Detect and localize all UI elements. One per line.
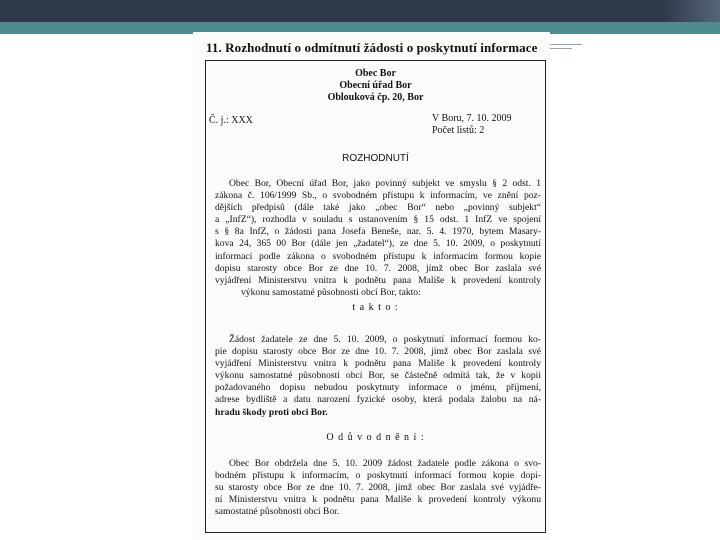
- text-line: zákona č. 106/1999 Sb., o svobodném přístupu k informacím, ve znění poz-: [215, 190, 541, 202]
- office-name: Obec Bor: [355, 68, 396, 79]
- text-line: výkonu samostatné působnosti obcí Bor, se částečně odmítá tak, že v kopii: [215, 370, 541, 382]
- text-line: bodném přístupu k informacím, o poskytnutí informací formou kopie dopi-: [215, 470, 541, 482]
- text-line: dějších předpisů (dále také jako „obec Bor“ nebo „povinný subjekt“: [215, 202, 541, 214]
- text-line: a „InfZ“), rozhodla v souladu s ustanovením § 15 odst. 1 InfZ ve spojení: [215, 214, 541, 226]
- justification-paragraph: [215, 458, 541, 518]
- justification-heading: O d ů v o d n ě n í :: [326, 432, 425, 443]
- text-line: vyjádření Ministerstvu vnitra k podnětu pana Mališe k provedení kontroly: [215, 274, 541, 286]
- text-line: pie dopisu starosty obce Bor ze dne 10. 7. 2008, jímž obec Bor zaslala své: [215, 346, 541, 358]
- text-line: su starosty obce Bor ze dne 10. 7. 2008, jímž obec Bor zaslala své vyjádře-: [215, 482, 541, 494]
- text-line: Žádost žadatele ze dne 5. 10. 2009, o poskytnutí informací formou ko-: [229, 334, 541, 345]
- place-date: V Boru, 7. 10. 2009: [432, 113, 512, 124]
- document-heading: 11. Rozhodnutí o odmítnutí žádosti o poskytnutí informace: [206, 40, 538, 55]
- slide-deco-line: [548, 44, 582, 45]
- text-line: hradu škody proti obci Bor.: [215, 406, 328, 418]
- text-line: dopisu starosty obce Bor ze dne 10. 7. 2008, jímž obec Bor zaslala své: [215, 262, 541, 274]
- text-line: samostatné působnosti obcí Bor.: [215, 506, 340, 518]
- text-line: s § 8a InfZ, o žádosti pana Josefa Beneše, nar. 5. 4. 1970, bytem Masary-: [215, 226, 541, 238]
- sheet-count: Počet listů: 2: [432, 125, 485, 136]
- decision-title: ROZHODNUTÍ: [342, 153, 409, 164]
- text-line: Obec Bor obdržela dne 5. 10. 2009 žádost žadatele podle zákona o svo-: [229, 458, 541, 469]
- decision-paragraph-intro: [215, 178, 541, 299]
- slide-corner-accent: [664, 0, 720, 22]
- slide-deco-line: [548, 48, 572, 49]
- text-line: ní Ministerstvu vnitra k podnětu pana Mališe k provedení kontroly výkonu: [215, 494, 541, 506]
- text-line: výkonu samostatné působnosti obcí Bor, takto:: [241, 286, 421, 298]
- reference-number: Č. j.: XXX: [209, 115, 253, 126]
- text-line: požadovaného dopisu nebudou poskytnuty informace o jménu, příjmení,: [215, 382, 541, 394]
- slide-top-bar: [0, 0, 720, 22]
- office-address: Oblouková čp. 20, Bor: [327, 92, 424, 103]
- decision-paragraph-verdict: [215, 334, 541, 419]
- text-line: adrese bydliště a datu narození fyzické osoby, která podala žalobu na ná-: [215, 394, 541, 406]
- text-line: Obec Bor, Obecní úřad Bor, jako povinný subjekt ve smyslu § 2 odst. 1: [229, 178, 541, 189]
- text-line: vyjádření Ministerstvu vnitra k podnětu pana Mališe k provedení kontroly: [215, 358, 541, 370]
- text-line: kova 24, 365 00 Bor (dále jen „žadatel“), ze dne 5. 10. 2009, o poskytnutí: [215, 238, 541, 250]
- takto-heading: t a k t o :: [352, 302, 399, 313]
- office-authority: Obecní úřad Bor: [339, 80, 412, 91]
- text-line: informací podle zákona o svobodném přístupu k informacím formou kopie: [215, 250, 541, 262]
